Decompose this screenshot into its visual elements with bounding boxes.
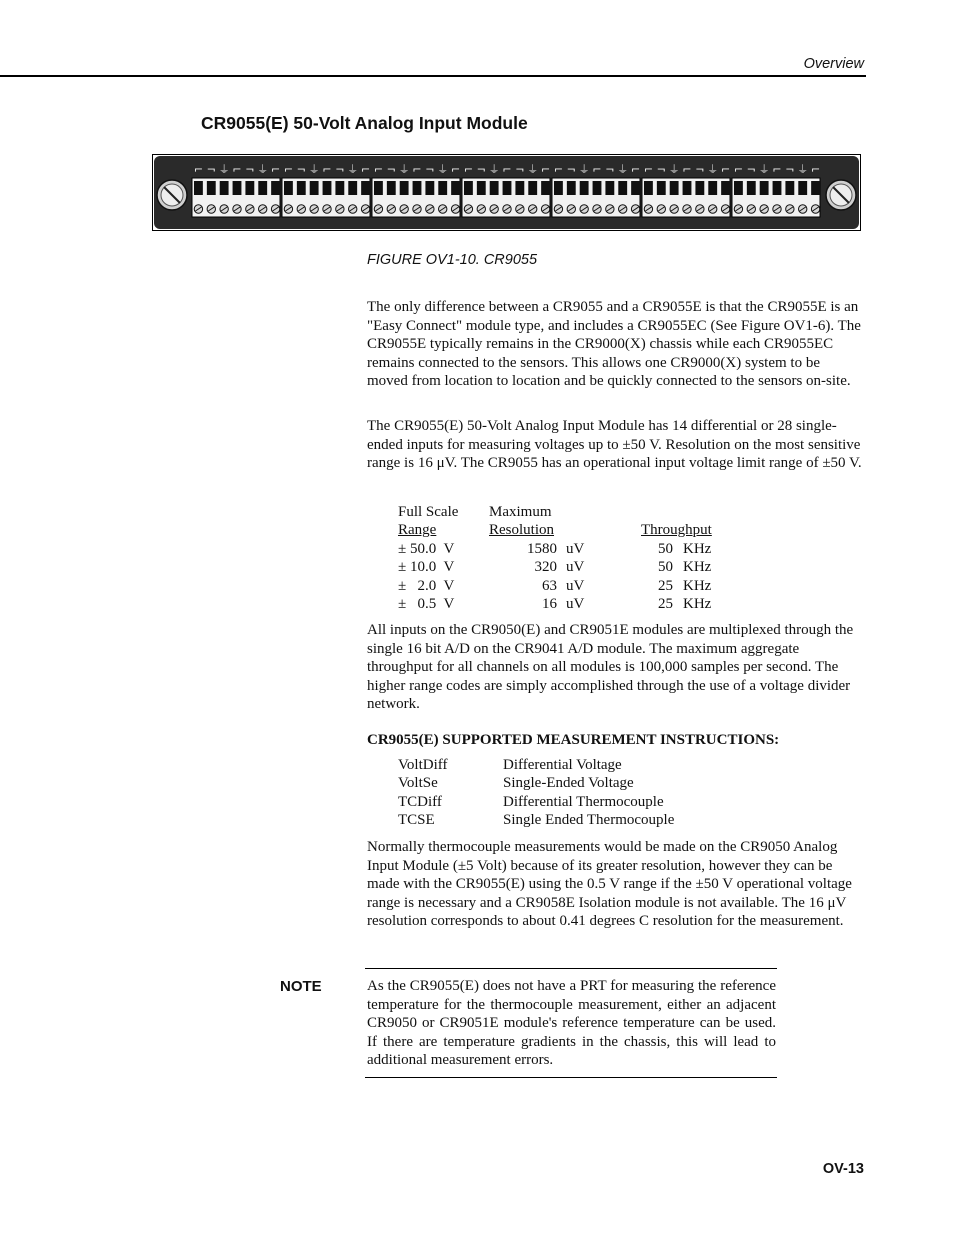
terminal-symbol: ⌐ [193,163,204,176]
wire-entry [605,181,614,195]
wire-entry [438,181,447,195]
list-item [398,756,674,774]
wire-entry [387,181,396,195]
figure-caption: FIGURE OV1-10. CR9055 [367,252,538,268]
terminal-symbol: ¬ [335,163,345,176]
terminal-symbol: ⌐ [733,163,744,176]
terminal-symbol: ⌐ [373,163,384,176]
wire-entry [271,181,280,195]
wire-entry [631,181,640,195]
table-row [398,558,712,576]
row-throughput: 50 [658,540,673,557]
row-throughput: 50 [658,559,673,576]
wire-entry [194,181,203,195]
wire-entry [464,181,473,195]
wire-entry [708,181,717,195]
header-range: Range [398,522,437,539]
instructions-heading: CR9055(E) SUPPORTED MEASUREMENT INSTRUCTIONS: [367,732,780,748]
page-number: OV-13 [822,1161,864,1177]
wire-entry [374,181,383,195]
wire-entry [245,181,254,195]
wire-entry [310,181,319,195]
row-range: ± 10.0 V [398,559,455,576]
wire-entry [297,181,306,195]
row-range: ± 0.5 V [398,596,455,613]
table-row [398,595,712,613]
row-range: ± 2.0 V [398,577,455,594]
wire-entry [657,181,666,195]
wire-entry [503,181,512,195]
paragraph-2 [367,417,863,473]
wire-entry [721,181,730,195]
wire-entry [695,181,704,195]
terminal-symbol: ¬ [296,163,306,176]
row-resolution-unit: uV [566,559,585,576]
terminal-symbol: ⏚ [668,163,680,176]
terminal-symbol: ¬ [515,163,525,176]
instruction-desc: Single Ended Thermocouple [503,811,675,828]
terminal-symbol: ⏚ [578,163,590,176]
note-box [365,968,777,1078]
left-thumbscrew [157,180,187,210]
terminal-symbol: ⏚ [797,163,809,176]
row-throughput-unit: KHz [683,559,712,576]
wire-entry [644,181,653,195]
terminal-symbol: ⌐ [502,163,512,176]
section-title: CR9055(E) 50-Volt Analog Input Module [201,113,528,133]
header-maximum: Maximum [489,504,552,520]
row-range: ± 50.0 V [398,540,455,557]
row-throughput-unit: KHz [683,577,712,594]
header-throughput: Throughput [641,522,712,539]
terminal-symbol: ¬ [746,163,756,176]
row-resolution: 1580 [527,540,557,557]
terminal-symbol: ¬ [245,163,255,176]
range-table [398,503,712,613]
instruction-desc: Differential Thermocouple [503,793,664,810]
wire-entry [747,181,756,195]
wire-entry [515,181,524,195]
wire-entry [798,181,807,195]
paragraph-4 [367,838,863,931]
module-illustration [152,154,861,231]
wire-entry [413,181,422,195]
wire-entry [425,181,434,195]
terminal-symbol: ⏚ [257,163,269,176]
terminal-symbol: ⏚ [527,163,539,176]
wire-entry [477,181,486,195]
list-item [398,811,674,829]
paragraph-3 [367,621,863,714]
wire-entry [361,181,370,195]
wire-entry [490,181,499,195]
wire-entry [541,181,550,195]
terminal-symbol: ⌐ [592,163,602,176]
wire-entry [348,181,357,195]
range-table-header-2 [398,521,712,539]
terminal-symbol: ¬ [656,163,666,176]
terminal-symbol: ⌐ [450,163,461,176]
page-header-title: Overview [803,56,864,72]
right-thumbscrew [826,180,856,210]
terminal-symbol: ⌐ [283,163,294,176]
terminal-symbol: ⌐ [720,163,731,176]
wire-entry [785,181,794,195]
terminal-symbol: ⌐ [360,163,371,176]
wire-entry [683,181,692,195]
note-text: As the CR9055(E) does not have a PRT for measuring the reference temperature for the thermocouple measurement, either an adjacent CR9050 or CR9051E module's reference temperature can be used. If there are temperature gradients in the chassis, this will lead to additional measurement errors. [367,978,776,1069]
wire-entry [233,181,242,195]
instruction-name: TCDiff [398,793,442,810]
wire-entry [451,181,460,195]
paragraph-2-text: The CR9055(E) 50-Volt Analog Input Module has 14 differential or 28 single-ended inputs for measuring voltages up to ±50 V. Resolution on the most sensitive range is 16 μV. The CR9055 has an operational input voltage limit range of ±50 V. [367,418,862,471]
wire-entry [567,181,576,195]
terminal-symbol: ⌐ [810,163,821,176]
row-throughput: 25 [658,577,673,594]
terminal-symbol: ⌐ [540,163,551,176]
terminal-symbol: ⌐ [412,163,422,176]
terminal-symbol: ¬ [785,163,795,176]
wire-entry [760,181,769,195]
terminal-symbol: ⏚ [308,163,320,176]
row-resolution: 16 [542,596,557,613]
list-item [398,774,674,792]
terminal-symbol: ⏚ [488,163,500,176]
row-throughput-unit: KHz [683,596,712,613]
wire-entry [554,181,563,195]
terminal-symbol: ⏚ [617,163,629,176]
terminal-symbol: ⌐ [270,163,281,176]
header-resolution: Resolution [489,522,555,539]
wire-entry [284,181,293,195]
terminal-symbol: ¬ [476,163,486,176]
paragraph-1-text: The only difference between a CR9055 and a CR9055E is that the CR9055E is an "Easy Connect" module type, and includes a CR9055EC (See Figure OV1-6). The CR9055E typically remains in the CR9000(X) chassis while each CR9055EC remains connected to the sensors. This allows one CR9000(X) system to be moved from location to location and be quickly connected to the sensors on-site. [367,299,861,389]
paragraph-1 [367,298,863,391]
terminal-symbol: ⏚ [218,163,230,176]
terminal-symbol: ⌐ [630,163,641,176]
terminal-symbol: ⌐ [682,163,692,176]
row-resolution-unit: uV [566,577,585,594]
wire-entry [734,181,743,195]
row-resolution: 63 [542,577,557,594]
terminal-symbol: ⏚ [398,163,410,176]
header-rule [0,75,866,77]
wire-entry [258,181,267,195]
terminal-symbol: ⏚ [758,163,770,176]
instructions-list [398,756,674,829]
terminal-symbol: ⌐ [322,163,332,176]
wire-entry [580,181,589,195]
paragraph-4-text: Normally thermocouple measurements would be made on the CR9050 Analog Input Module (±5 Volt) because of its greater resolution, however they can be made with the CR9055(E) using the 0.5 V range if the ±50 V operational voltage range is necessary and a CR9058E Isolation module is not available. The 16 μV resolution corresponds to about 0.41 degrees C resolution for the measurement. [367,839,852,929]
instruction-desc: Single-Ended Voltage [503,775,634,792]
paragraph-3-text: All inputs on the CR9050(E) and CR9051E modules are multiplexed through the single 16 bit A/D on the CR9041 A/D module. The maximum aggregate throughput for all channels on all modules is 100,000 samples per second. The higher range codes are simply accomplished through the use of a voltage divider network. [367,622,854,712]
wire-entry [323,181,332,195]
row-resolution-unit: uV [566,540,585,557]
wire-entry [618,181,627,195]
table-row [398,540,712,558]
row-throughput: 25 [658,596,673,613]
terminal-symbol: ⌐ [232,163,242,176]
terminal-symbol: ⌐ [463,163,474,176]
range-table-header-1 [398,503,712,521]
instruction-name: TCSE [398,811,435,828]
wire-entry [220,181,229,195]
terminal-symbol: ¬ [386,163,396,176]
terminal-symbol: ⏚ [437,163,449,176]
wire-entry [528,181,537,195]
list-item [398,793,674,811]
terminal-symbol: ⏚ [707,163,719,176]
wire-entry [335,181,344,195]
row-resolution-unit: uV [566,596,585,613]
wire-entry [811,181,820,195]
wire-entry [400,181,409,195]
wire-entry [773,181,782,195]
terminal-symbol: ¬ [206,163,216,176]
terminal-symbol: ¬ [605,163,615,176]
wire-entry [670,181,679,195]
terminal-symbol: ¬ [695,163,705,176]
instruction-name: VoltSe [398,775,438,792]
row-throughput-unit: KHz [683,540,712,557]
instruction-name: VoltDiff [398,757,448,773]
wire-entry [593,181,602,195]
instruction-desc: Differential Voltage [503,757,622,773]
terminal-symbol: ⌐ [553,163,564,176]
terminal-symbol: ¬ [566,163,576,176]
terminal-symbol: ⌐ [772,163,782,176]
header-full-scale: Full Scale [398,504,459,520]
terminal-symbol: ⌐ [643,163,654,176]
terminal-symbol: ⏚ [347,163,359,176]
note-label: NOTE [280,978,322,995]
table-row [398,577,712,595]
row-resolution: 320 [534,559,557,576]
terminal-symbol: ¬ [425,163,435,176]
wire-entry [207,181,216,195]
